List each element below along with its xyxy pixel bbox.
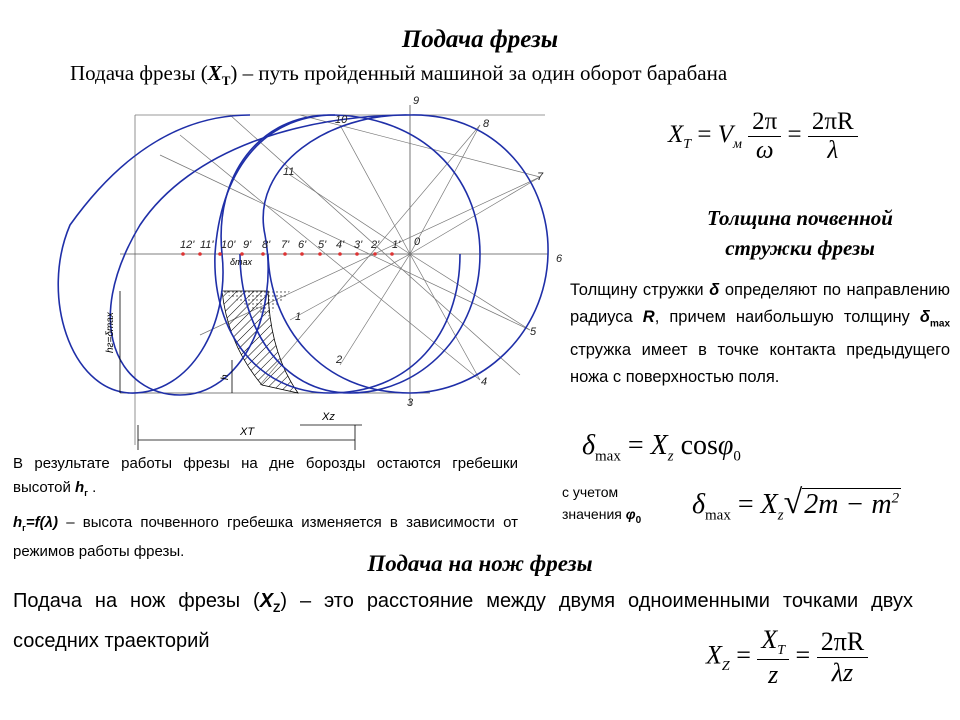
label-1p: 1' (392, 239, 401, 251)
formula-knife-num1-sub: T (777, 643, 786, 659)
formula-knife-eq2: = (795, 640, 811, 670)
label-2p: 2' (371, 239, 380, 251)
formula-knife-den1: z (768, 660, 779, 690)
formula-delta-cos-eq: = (627, 430, 644, 461)
formula-delta-cos-d: δ (582, 430, 596, 461)
with-note-sub: 0 (635, 514, 642, 526)
formula-delta-sqrt-d: δ (692, 489, 706, 520)
label-8p: 8' (262, 239, 271, 251)
ridge-text-p1-end: . (87, 479, 97, 496)
label-4p: 4' (336, 239, 345, 251)
label-5: 5 (530, 326, 537, 338)
trochoid-diagram (0, 95, 563, 455)
formula-feed-lhs-sub: T (683, 137, 692, 153)
knife-text-sub: Z (273, 601, 281, 615)
knife-text-p2: ) – это расстояние между двумя одноименными точками двух соседних траекторий (13, 590, 913, 652)
formula-delta-cos-phi-sub: 0 (733, 448, 741, 465)
chip-text-p4: стружка имеет в точке контакта предыдущего ножа с поверхностью поля. (570, 341, 950, 387)
label-4: 4 (481, 376, 488, 388)
ridge-text (13, 452, 518, 564)
formula-delta-sqrt-x: X (760, 489, 778, 520)
formula-feed-eq: = (697, 121, 712, 149)
label-11p: 11' (200, 239, 214, 251)
formula-knife-num2: 2πR (817, 627, 868, 658)
label-9: 9 (413, 95, 420, 107)
with-note-line2: значения (562, 506, 626, 522)
formula-delta-sqrt-sub: max (705, 507, 731, 524)
formula-delta-cos-phi: φ (717, 430, 734, 461)
chip-text-delta: δ (709, 281, 720, 299)
hatched-chip-area (222, 291, 298, 393)
chip-text-p2: определяют по направлению радиуса (570, 281, 951, 326)
with-note (562, 481, 641, 532)
formula-knife-den2: λz (831, 658, 854, 688)
formula-feed-den2: λ (827, 137, 839, 164)
formula-delta-cos-x: X (650, 430, 668, 461)
label-7: 7 (537, 171, 544, 183)
formula-feed (668, 108, 858, 165)
page-title: Подача фрезы (401, 26, 559, 53)
chip-text-p3: , причем наибольшую толщину (654, 308, 920, 326)
chip-text-r: R (642, 308, 655, 326)
formula-feed-num1: 2π (748, 108, 781, 137)
formula-delta-cos-cos: cos (680, 430, 718, 461)
formula-knife (706, 625, 868, 690)
formula-knife-num1: X (761, 625, 778, 654)
ridge-text-p2-text: – высота почвенного гребешка изменяется в зависимости от режимов работы фрезы. (13, 514, 518, 560)
formula-delta-cos-z: z (667, 448, 674, 465)
subtitle (70, 61, 727, 89)
subtitle-suffix: ) – путь пройденный машиной за один оборот барабана (230, 61, 728, 85)
formula-knife-eq: = (736, 640, 751, 670)
formula-delta-cos-sub: max (595, 448, 621, 465)
formula-knife-lhs: X (706, 640, 722, 670)
formula-delta-sqrt-z: z (777, 507, 784, 524)
ridge-text-p1: В результате работы фрезы на дне борозды остаются гребешки высотой $h_г$ . (13, 455, 518, 498)
label-2: 2 (336, 354, 343, 366)
label-6: 6 (556, 253, 563, 265)
label-10: 10 (335, 114, 348, 126)
label-6p: 6' (298, 239, 307, 251)
formula-knife-lhs-sub: Z (721, 658, 730, 674)
formula-feed-v-sub: м (732, 137, 742, 153)
subtitle-var: X (207, 61, 222, 85)
label-1: 1 (295, 311, 302, 323)
ridge-text-p2-sub: г (22, 523, 26, 533)
knife-text-x: X (259, 590, 274, 612)
label-3p: 3' (354, 239, 363, 251)
dim-label-delta: δmax (230, 257, 253, 267)
formula-delta-sqrt-sup: 2 (891, 490, 900, 507)
label-3: 3 (407, 397, 414, 409)
ridge-text-p2-h: h (13, 514, 23, 531)
sqrt-sign: √ (783, 484, 803, 521)
with-note-phi: φ (625, 506, 636, 522)
formula-delta-sqrt (692, 484, 901, 525)
chip-text-delta-max-sub: max (929, 318, 950, 330)
formula-feed-num2: 2πR (808, 108, 858, 137)
formula-feed-v: V (717, 121, 733, 149)
label-9p: 9' (243, 239, 252, 251)
dim-label-xt: XT (240, 426, 255, 438)
label-8: 8 (483, 118, 490, 130)
label-0: 0 (414, 236, 421, 248)
subtitle-sub: T (221, 73, 231, 89)
chip-text (570, 277, 950, 391)
chip-heading (640, 203, 960, 263)
label-5p: 5' (318, 239, 327, 251)
ridge-text-h-sub: г (84, 488, 88, 498)
formula-delta-sqrt-radicand: 2m − m (804, 489, 892, 520)
chip-text-delta-max: δ (919, 308, 930, 326)
dim-label-xz: Xz (322, 411, 335, 423)
label-11: 11 (283, 166, 295, 178)
formula-feed-den1: ω (755, 137, 774, 164)
dim-label-hr: hг=δmax (105, 312, 116, 353)
inner-point-labels (180, 239, 401, 251)
formula-delta-sqrt-eq: = (737, 489, 754, 520)
dim-label-h: h (220, 374, 231, 380)
formula-feed-eq2: = (787, 121, 802, 149)
ridge-text-h: h (75, 479, 85, 496)
ridge-text-p2-f: =f(λ) (25, 514, 59, 531)
label-7p: 7' (281, 239, 290, 251)
knife-text-p1: Подача на нож фрезы ( (13, 590, 260, 612)
subtitle-prefix: Подача фрезы ( (70, 61, 208, 85)
chip-heading-line2: стружки фрезы (725, 236, 875, 260)
formula-feed-lhs: X (668, 121, 684, 149)
chip-heading-line1: Толщина почвенной (706, 206, 893, 230)
chip-text-p1: Толщину стружки (570, 281, 710, 299)
with-note-line1: с учетом (562, 484, 619, 500)
knife-heading: Подача на нож фрезы (367, 551, 593, 576)
formula-delta-cos (582, 430, 741, 466)
label-10p: 10' (221, 239, 236, 251)
label-12p: 12' (180, 239, 195, 251)
